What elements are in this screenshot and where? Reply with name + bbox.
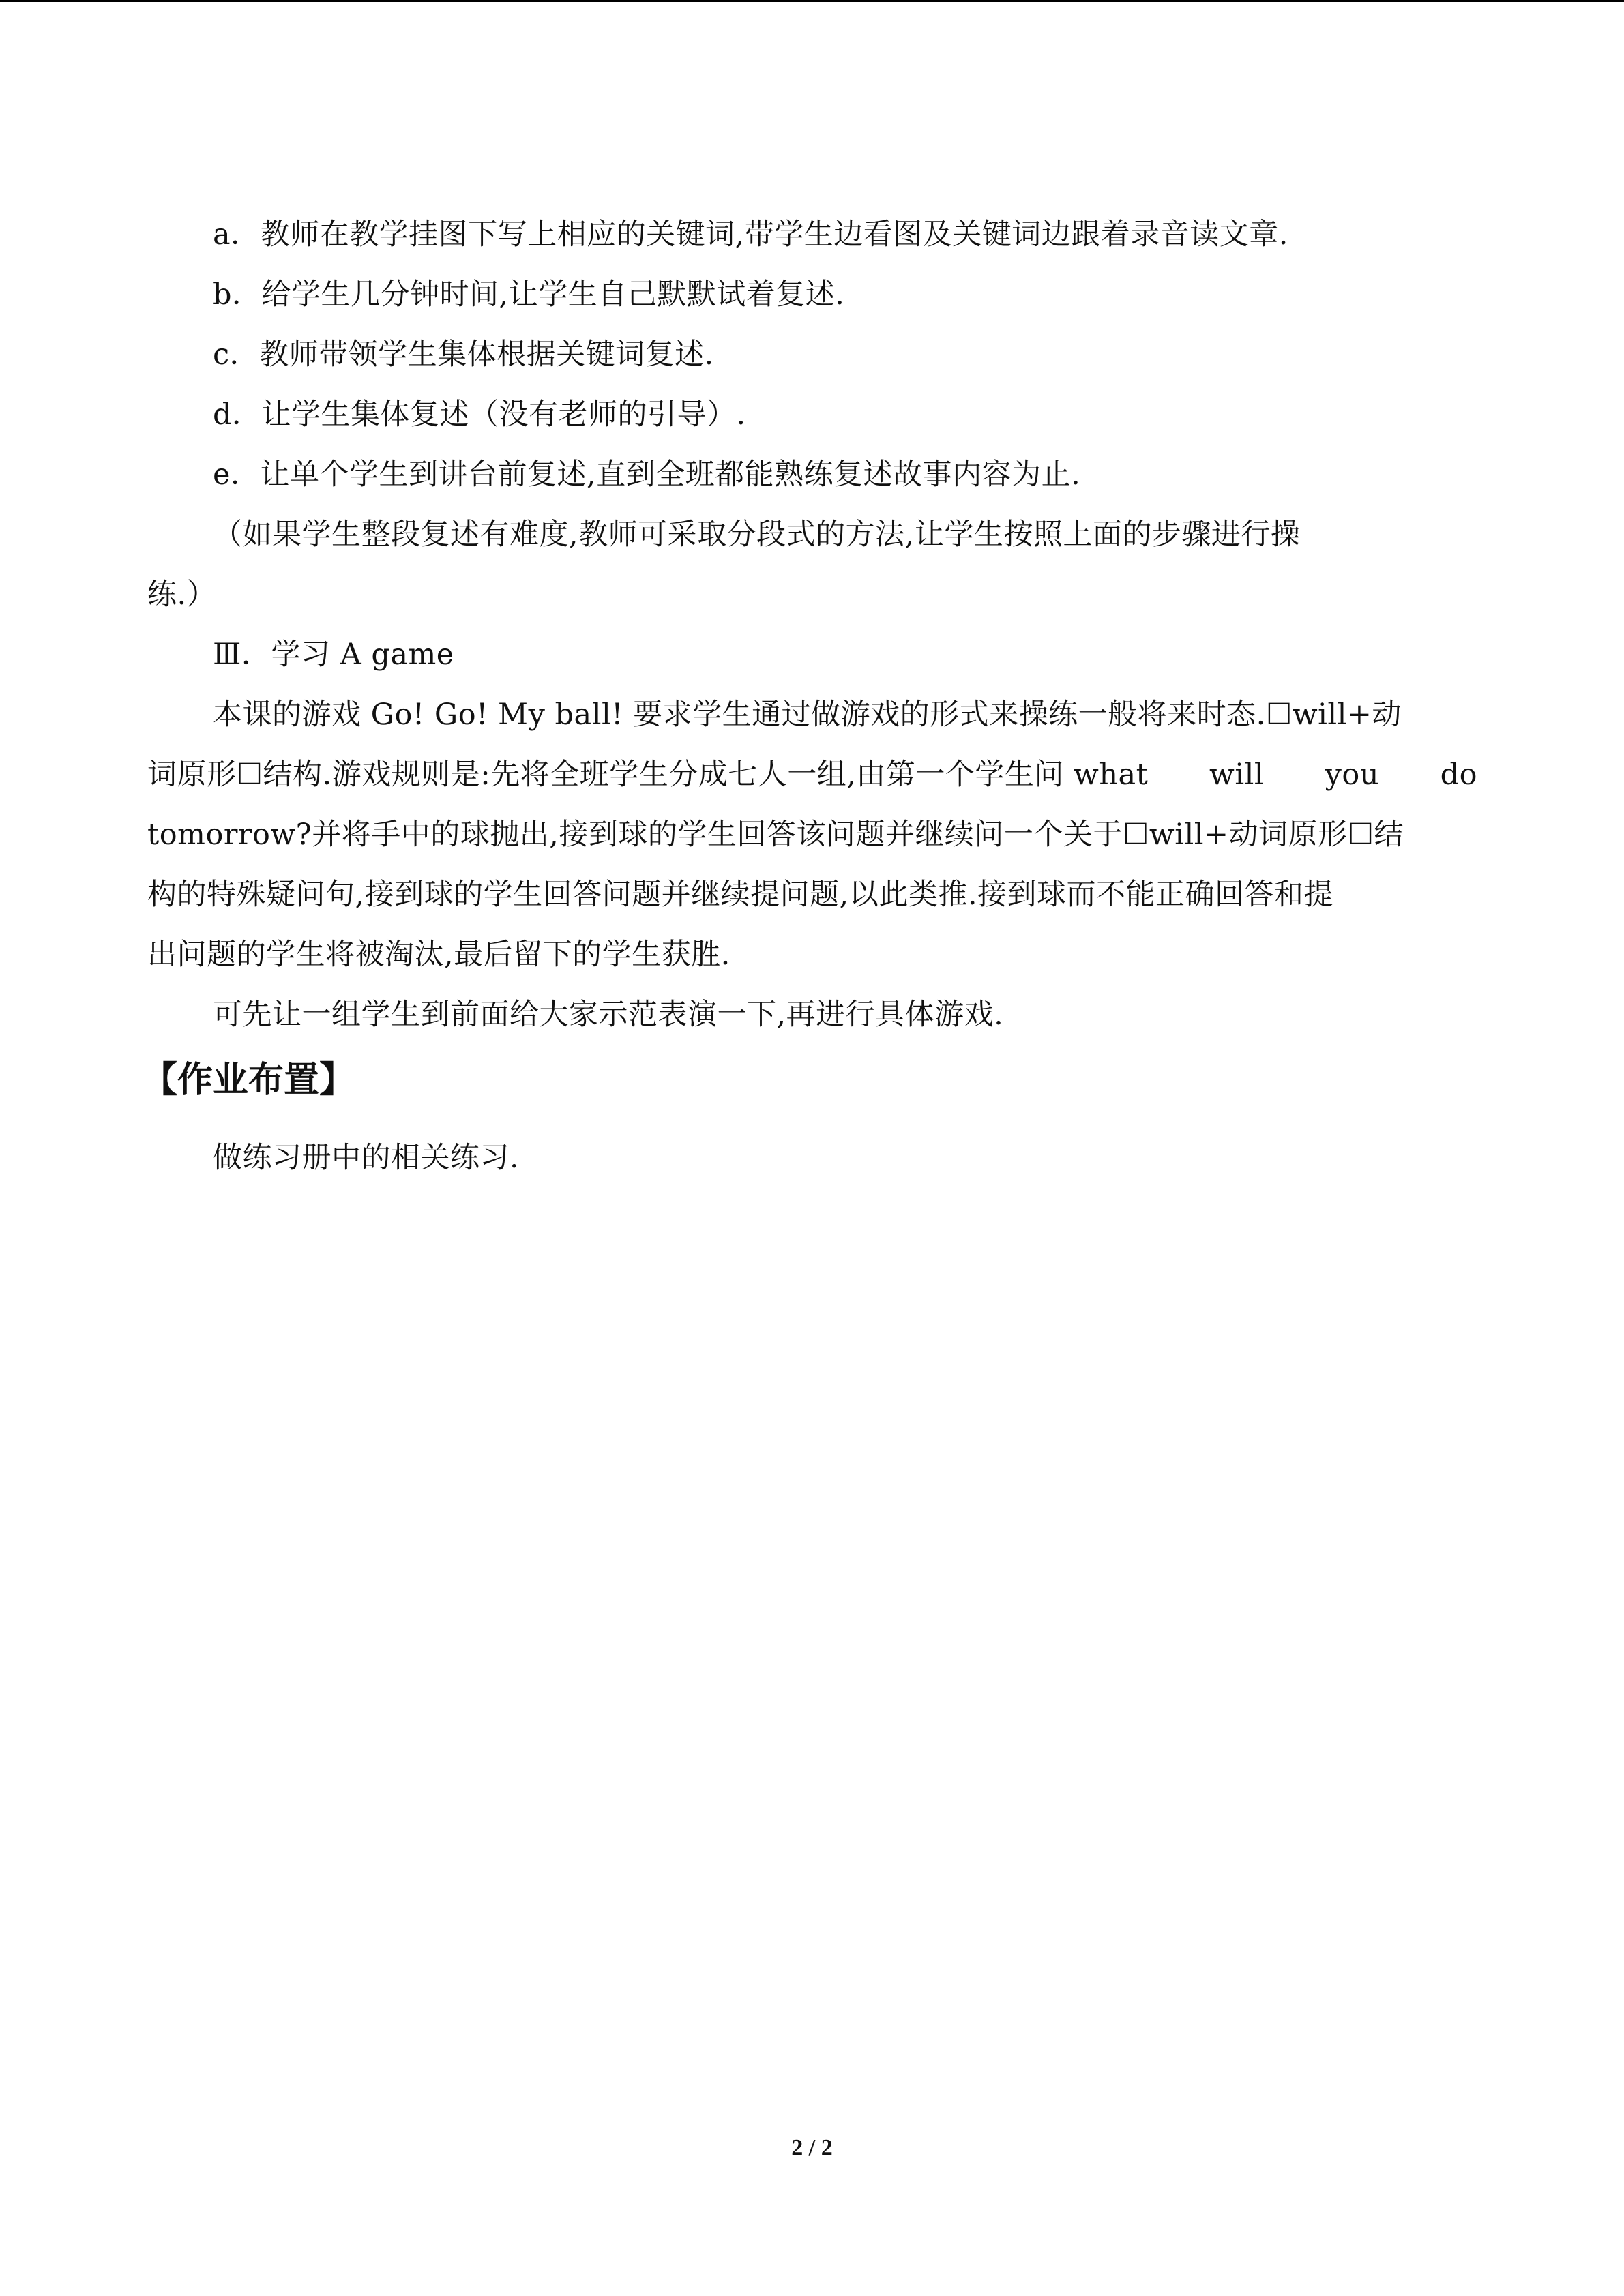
game-paragraph-line-2-main: 词原形☐结构.游戏规则是:先将全班学生分成七人一组,由第一个学生问 what bbox=[147, 758, 1149, 792]
section-heading-game: Ⅲ．学习 A game bbox=[213, 638, 454, 672]
homework-heading: 【作业布置】 bbox=[142, 1060, 355, 1101]
top-border bbox=[0, 0, 1624, 2]
document-body bbox=[142, 205, 1477, 1188]
step-a: a．教师在教学挂图下写上相应的关键词,带学生边看图及关键词边跟着录音读文章. bbox=[213, 218, 1288, 252]
game-paragraph-line-5: 出问题的学生将被淘汰,最后留下的学生获胜. bbox=[147, 938, 730, 972]
step-d: d．让学生集体复述（没有老师的引导）. bbox=[213, 398, 746, 432]
game-paragraph-word-you: you bbox=[1325, 758, 1380, 792]
game-paragraph-word-do: do bbox=[1440, 758, 1477, 792]
demo-instruction: 可先让一组学生到前面给大家示范表演一下,再进行具体游戏. bbox=[213, 998, 1004, 1032]
page-number: 2 / 2 bbox=[791, 2135, 833, 2160]
game-paragraph-line-3: tomorrow?并将手中的球抛出,接到球的学生回答该问题并继续问一个关于☐will+动词原形☐结 bbox=[147, 818, 1404, 852]
game-paragraph-word-will: will bbox=[1209, 758, 1265, 792]
step-e: e．让单个学生到讲台前复述,直到全班都能熟练复述故事内容为止. bbox=[213, 458, 1081, 492]
game-paragraph-line-2 bbox=[147, 745, 1477, 805]
step-b: b．给学生几分钟时间,让学生自己默默试着复述. bbox=[213, 278, 845, 312]
step-c: c．教师带领学生集体根据关键词复述. bbox=[213, 338, 714, 372]
homework-body: 做练习册中的相关练习. bbox=[213, 1141, 520, 1175]
note-line-2: 练.） bbox=[147, 578, 217, 612]
note-line-1: （如果学生整段复述有难度,教师可采取分段式的方法,让学生按照上面的步骤进行操 bbox=[213, 518, 1301, 552]
game-paragraph-line-4: 构的特殊疑问句,接到球的学生回答问题并继续提问题,以此类推.接到球而不能正确回答和提 bbox=[147, 878, 1334, 912]
game-paragraph-line-1: 本课的游戏 Go! Go! My ball! 要求学生通过做游戏的形式来操练一般将来时态.☐will+动 bbox=[213, 698, 1402, 732]
